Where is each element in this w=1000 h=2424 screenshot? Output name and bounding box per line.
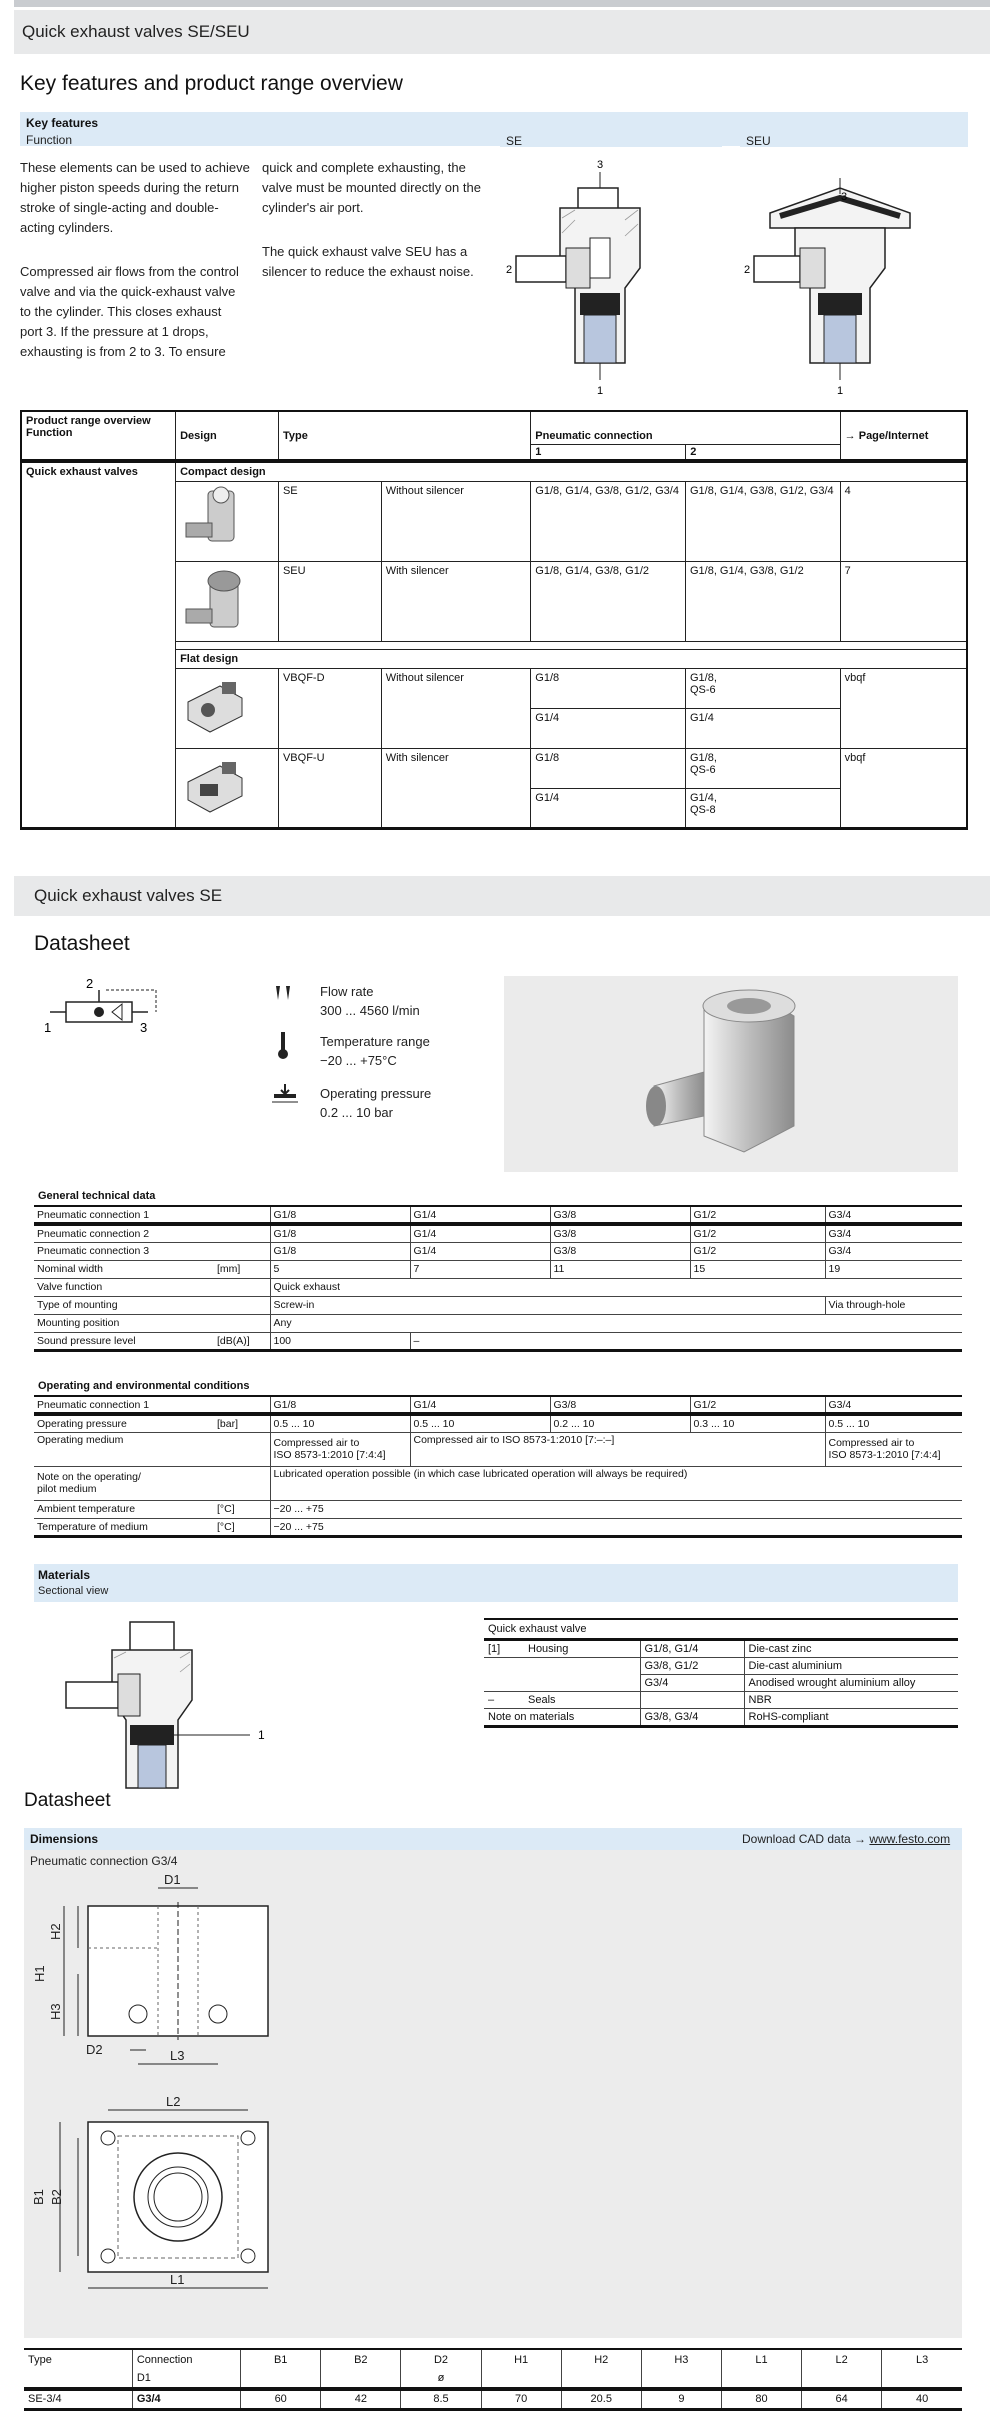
- type-vbqf-d: VBQF-D: [278, 669, 381, 749]
- cell: Type of mounting: [34, 1296, 214, 1314]
- svg-text:1: 1: [596, 385, 604, 397]
- cell: G1/4: [410, 1224, 550, 1242]
- cell: Valve function: [34, 1278, 214, 1296]
- function-label: Function: [26, 133, 73, 147]
- cell: 0.3 ... 10: [690, 1414, 825, 1432]
- cell: [24, 2369, 132, 2389]
- function-text-4: The quick exhaust valve SEU has a silencer to reduce the exhaust noise.: [262, 244, 474, 279]
- table-row: [34, 1432, 962, 1466]
- flat-design-label: Flat design: [176, 650, 967, 669]
- cell: [484, 1674, 524, 1691]
- cell: G3/4: [825, 1396, 962, 1414]
- compact-design-label: Compact design: [176, 461, 967, 482]
- svg-text:L3: L3: [170, 2048, 185, 2063]
- svg-text:B2: B2: [49, 2189, 64, 2205]
- se-label-bg: [500, 133, 722, 147]
- section-title: Key features and product range overview: [20, 72, 403, 95]
- operating-table: [34, 1395, 962, 1538]
- cell: Housing: [524, 1639, 640, 1657]
- cell: ø: [401, 2369, 481, 2389]
- cell: G1/2: [690, 1206, 825, 1224]
- desc-vbqf-u: With silencer: [381, 749, 531, 829]
- svg-text:3: 3: [840, 191, 848, 203]
- table-row: [34, 1260, 962, 1278]
- cell: G1/2: [690, 1224, 825, 1242]
- desc-se: Without silencer: [381, 482, 531, 562]
- type-se: SE: [278, 482, 381, 562]
- cell: Anodised wrought aluminium alloy: [744, 1674, 958, 1691]
- flow-rate-label: Flow rate: [320, 984, 374, 999]
- cell: [bar]: [214, 1414, 270, 1432]
- cell: Seals: [524, 1691, 640, 1708]
- cell: [561, 2369, 641, 2389]
- table-row: [34, 1296, 962, 1314]
- p2b-vbqf-d: G1/4: [685, 709, 840, 749]
- cell: [mm]: [214, 1260, 270, 1278]
- svg-text:L2: L2: [166, 2094, 181, 2109]
- svg-text:H3: H3: [48, 2003, 63, 2020]
- cell: Mounting position: [34, 1314, 214, 1332]
- svg-text:D1: D1: [164, 1874, 181, 1887]
- download-cad[interactable]: [742, 1832, 950, 1846]
- cell: Compressed air to ISO 8573-1:2010 [7:4:4]: [270, 1432, 410, 1466]
- product-range-header: [21, 411, 967, 461]
- cell: G1/8: [270, 1242, 410, 1260]
- svg-text:B1: B1: [31, 2189, 46, 2205]
- cell: H3: [641, 2349, 721, 2369]
- p2b-vbqf-u: G1/4, QS-8: [685, 789, 840, 829]
- cell: RoHS-compliant: [744, 1708, 958, 1726]
- cell: G3/8, G3/4: [640, 1708, 744, 1726]
- seu-section-diagram: [740, 158, 970, 398]
- cell: [214, 1396, 270, 1414]
- cell: 70: [481, 2389, 561, 2409]
- materials-band: [34, 1564, 958, 1602]
- cell: 0.5 ... 10: [825, 1414, 962, 1432]
- seu-label-bg: [740, 133, 968, 147]
- table-row: [34, 1500, 962, 1518]
- cell: G1/8, G1/4: [640, 1639, 744, 1657]
- general-tech-table: [34, 1205, 962, 1352]
- cell: [°C]: [214, 1518, 270, 1536]
- cell: G1/8: [270, 1396, 410, 1414]
- svg-text:1: 1: [44, 1020, 52, 1035]
- header-band-2-title: Quick exhaust valves SE: [34, 886, 223, 905]
- cell: 11: [550, 1260, 690, 1278]
- table-row: [484, 1657, 958, 1674]
- svg-text:1: 1: [258, 1728, 265, 1742]
- product-image-vbqf-d: [176, 669, 279, 749]
- cell: Die-cast aluminium: [744, 1657, 958, 1674]
- cell: –: [484, 1691, 524, 1708]
- page-vbqf-d: vbqf: [840, 669, 967, 749]
- cell: Quick exhaust: [270, 1278, 962, 1296]
- cell: NBR: [744, 1691, 958, 1708]
- cell: Temperature of medium: [34, 1518, 214, 1536]
- page-seu: 7: [840, 562, 967, 642]
- cell: −20 ... +75: [270, 1500, 962, 1518]
- cell: G1/4: [410, 1206, 550, 1224]
- table-row: [34, 1224, 962, 1242]
- cell: 40: [882, 2389, 962, 2409]
- cell: L3: [882, 2349, 962, 2369]
- table-row: [34, 1466, 962, 1500]
- cell: G3/8: [550, 1224, 690, 1242]
- pressure-label: Operating pressure: [320, 1086, 432, 1101]
- p2-se: G1/8, G1/4, G3/8, G1/2, G3/4: [685, 482, 840, 562]
- cell: Pneumatic connection 1: [34, 1396, 214, 1414]
- cell: [214, 1224, 270, 1242]
- cell: [640, 1691, 744, 1708]
- general-tech-title: General technical data: [38, 1190, 156, 1202]
- p1a-vbqf-u: G1/8: [531, 749, 686, 789]
- p2a-vbqf-d: G1/8, QS-6: [685, 669, 840, 709]
- col-type: Type: [278, 411, 530, 461]
- top-bar: [14, 0, 990, 7]
- table-row: [34, 1206, 962, 1224]
- svg-text:3: 3: [596, 159, 604, 171]
- cell: 8.5: [401, 2389, 481, 2409]
- product-image-se: [176, 482, 279, 562]
- pressure-icon: [270, 1082, 300, 1111]
- cell: 15: [690, 1260, 825, 1278]
- col-function: Product range overview Function: [21, 411, 176, 461]
- sectional-view-diagram: [60, 1620, 300, 1790]
- header-band-title: Quick exhaust valves SE/SEU: [22, 22, 250, 41]
- cell: G3/4: [640, 1674, 744, 1691]
- dimensions-table: [24, 2348, 962, 2411]
- svg-text:L1: L1: [170, 2272, 185, 2287]
- cell: Lubricated operation possible (in which case lubricated operation will always be required): [270, 1466, 962, 1500]
- cell: G1/8: [270, 1224, 410, 1242]
- temperature-label: Temperature range: [320, 1034, 430, 1049]
- cell: [1]: [484, 1639, 524, 1657]
- cell: 20.5: [561, 2389, 641, 2409]
- cell: SE-3/4: [28, 2393, 62, 2406]
- cell: [214, 1314, 270, 1332]
- svg-text:2: 2: [506, 264, 513, 276]
- function-text-1: These elements can be used to achieve higher piston speeds during the return stroke of single-acting and double- acting cylinders.: [20, 160, 250, 235]
- cell: 80: [721, 2389, 801, 2409]
- cell: 19: [825, 1260, 962, 1278]
- cell: 0.5 ... 10: [410, 1414, 550, 1432]
- cell: [°C]: [214, 1500, 270, 1518]
- cell: [641, 2369, 721, 2389]
- cell: [214, 1296, 270, 1314]
- p2-seu: G1/8, G1/4, G3/8, G1/2: [685, 562, 840, 642]
- svg-text:1: 1: [836, 385, 844, 397]
- cell: [321, 2369, 401, 2389]
- cell: Operating pressure: [34, 1414, 214, 1432]
- cell: G1/4: [410, 1396, 550, 1414]
- cell: D1: [132, 2369, 240, 2389]
- cell: Connection: [132, 2349, 240, 2369]
- product-photo: [504, 976, 958, 1172]
- table-row: [34, 1314, 962, 1332]
- cell: [dB(A)]: [214, 1332, 270, 1350]
- cell: Screw-in: [270, 1296, 825, 1314]
- se-label: SE: [506, 134, 523, 148]
- cell: G3/8: [550, 1396, 690, 1414]
- cell: −20 ... +75: [270, 1518, 962, 1536]
- col-pneumatic: Pneumatic connection 1 2: [531, 411, 840, 461]
- seu-label: SEU: [746, 134, 771, 148]
- cell: G3/8, G1/2: [640, 1657, 744, 1674]
- cell: Pneumatic connection 2: [34, 1224, 214, 1242]
- table-row: [34, 1242, 962, 1260]
- cell: H1: [481, 2349, 561, 2369]
- cell: [214, 1206, 270, 1224]
- cell: [241, 2369, 321, 2389]
- sectional-view-label: Sectional view: [38, 1585, 109, 1597]
- table-row: [484, 1639, 958, 1657]
- svg-text:H1: H1: [32, 1965, 47, 1982]
- cell: G1/2: [690, 1396, 825, 1414]
- cell: [802, 2369, 882, 2389]
- datasheet-title-2: Datasheet: [24, 1790, 111, 1811]
- function-text-2: Compressed air flows from the control valve and via the quick-exhaust valve to the cylinder. This closes exhaust port 3. If the pressure at 1 drops, exhausting is from 2 to 3. To ensure: [20, 264, 239, 359]
- cell: L1: [721, 2349, 801, 2369]
- cell: Sound pressure level: [34, 1332, 214, 1350]
- download-cad-link[interactable]: www.festo.com: [869, 1832, 951, 1846]
- cell: Pneumatic connection 1: [34, 1206, 214, 1224]
- table-row: [34, 1414, 962, 1432]
- page-vbqf-u: vbqf: [840, 749, 967, 829]
- cell: D2: [401, 2349, 481, 2369]
- compact-design-row: [21, 461, 967, 482]
- datasheet-title: Datasheet: [34, 932, 130, 955]
- desc-vbqf-d: Without silencer: [381, 669, 531, 749]
- cell: G3/8: [550, 1242, 690, 1260]
- dimensions-subtitle: Pneumatic connection G3/4: [30, 1854, 178, 1868]
- cell: Die-cast zinc: [744, 1639, 958, 1657]
- cell: 0.5 ... 10: [270, 1414, 410, 1432]
- dimensions-drawing: [24, 1874, 304, 2334]
- table-row: [24, 2349, 962, 2369]
- table-row: [34, 1396, 962, 1414]
- table-row: [24, 2389, 962, 2409]
- cell: G3/4: [825, 1242, 962, 1260]
- cell: 7: [410, 1260, 550, 1278]
- svg-text:D2: D2: [86, 2042, 103, 2057]
- cell: 64: [802, 2389, 882, 2409]
- cell: Compressed air to ISO 8573-1:2010 [7:4:4]: [825, 1432, 962, 1466]
- cell: H2: [561, 2349, 641, 2369]
- download-cad-label: Download CAD data →: [742, 1832, 867, 1846]
- cell: G3/4: [825, 1224, 962, 1242]
- cell: Note on the operating/ pilot medium: [34, 1466, 214, 1500]
- p1b-vbqf-u: G1/4: [531, 789, 686, 829]
- temperature-value: −20 ... +75°C: [320, 1053, 397, 1068]
- cell: [214, 1432, 270, 1466]
- table-row: [484, 1708, 958, 1726]
- cell: G1/8: [270, 1206, 410, 1224]
- cell: [524, 1674, 640, 1691]
- type-seu: SEU: [278, 562, 381, 642]
- operating-title: Operating and environmental conditions: [38, 1380, 250, 1392]
- product-image-vbqf-u: [176, 749, 279, 829]
- table-row: [484, 1674, 958, 1691]
- cell: 5: [270, 1260, 410, 1278]
- p2a-vbqf-u: G1/8, QS-6: [685, 749, 840, 789]
- cell: 60: [241, 2389, 321, 2409]
- cell: Nominal width: [34, 1260, 214, 1278]
- svg-text:H2: H2: [48, 1923, 63, 1940]
- cell: [484, 1657, 524, 1674]
- page-se: 4: [840, 482, 967, 562]
- function-text-3: quick and complete exhausting, the valve must be mounted directly on the cylinder's air port.: [262, 160, 481, 215]
- p1b-vbqf-d: G1/4: [531, 709, 686, 749]
- cell: [214, 1466, 270, 1500]
- cell: 9: [641, 2389, 721, 2409]
- flow-rate-icon: [272, 982, 294, 1009]
- cell: 0.2 ... 10: [550, 1414, 690, 1432]
- cell: Type: [28, 2353, 52, 2366]
- svg-text:2: 2: [744, 264, 751, 276]
- col-page: → Page/Internet: [840, 411, 967, 461]
- cell: 42: [321, 2389, 401, 2409]
- p1-se: G1/8, G1/4, G3/8, G1/2, G3/4: [531, 482, 686, 562]
- cell: [882, 2369, 962, 2389]
- function-value: Quick exhaust valves: [26, 466, 138, 478]
- cell: G3/4: [825, 1206, 962, 1224]
- pressure-value: 0.2 ... 10 bar: [320, 1105, 393, 1120]
- desc-seu: With silencer: [381, 562, 531, 642]
- se-section-diagram: [500, 158, 730, 398]
- cell: G1/2: [690, 1242, 825, 1260]
- cell: –: [410, 1332, 962, 1350]
- header-band: [14, 10, 990, 54]
- cell: G3/4: [132, 2389, 240, 2409]
- product-range-table: [20, 410, 968, 830]
- cell: Pneumatic connection 3: [34, 1242, 214, 1260]
- cell: [524, 1657, 640, 1674]
- flow-rate-value: 300 ... 4560 l/min: [320, 1003, 420, 1018]
- product-image-seu: [176, 562, 279, 642]
- cell: Ambient temperature: [34, 1500, 214, 1518]
- table-row: [484, 1619, 958, 1639]
- cell: 100: [270, 1332, 410, 1350]
- key-features-label: Key features: [26, 116, 99, 130]
- p1a-vbqf-d: G1/8: [531, 669, 686, 709]
- col-design: Design: [176, 411, 279, 461]
- table-row: [34, 1278, 962, 1296]
- svg-text:3: 3: [140, 1020, 148, 1035]
- table-row: [24, 2369, 962, 2389]
- pneumatic-symbol-diagram: [40, 976, 180, 1038]
- cell: Any: [270, 1314, 962, 1332]
- cell: Operating medium: [34, 1432, 214, 1466]
- cell: Via through-hole: [825, 1296, 962, 1314]
- cell: B2: [321, 2349, 401, 2369]
- table-row: [484, 1691, 958, 1708]
- cell: [214, 1242, 270, 1260]
- header-band-2: [14, 876, 990, 916]
- materials-table: [484, 1618, 958, 1728]
- dimensions-title: Dimensions: [30, 1832, 99, 1846]
- svg-text:2: 2: [86, 976, 94, 991]
- materials-title: Materials: [38, 1568, 91, 1582]
- cell: [481, 2369, 561, 2389]
- cell: Quick exhaust valve: [484, 1619, 958, 1639]
- cell: Note on materials: [488, 1710, 575, 1723]
- cell: B1: [241, 2349, 321, 2369]
- table-row: [34, 1332, 962, 1350]
- table-row: [34, 1518, 962, 1536]
- thermometer-icon: [272, 1030, 294, 1065]
- cell: G1/4: [410, 1242, 550, 1260]
- cell: [721, 2369, 801, 2389]
- cell: L2: [802, 2349, 882, 2369]
- cell: G3/8: [550, 1206, 690, 1224]
- p1-seu: G1/8, G1/4, G3/8, G1/2: [531, 562, 686, 642]
- type-vbqf-u: VBQF-U: [278, 749, 381, 829]
- cell: Compressed air to ISO 8573-1:2010 [7:–:–]: [410, 1432, 825, 1466]
- cell: [214, 1278, 270, 1296]
